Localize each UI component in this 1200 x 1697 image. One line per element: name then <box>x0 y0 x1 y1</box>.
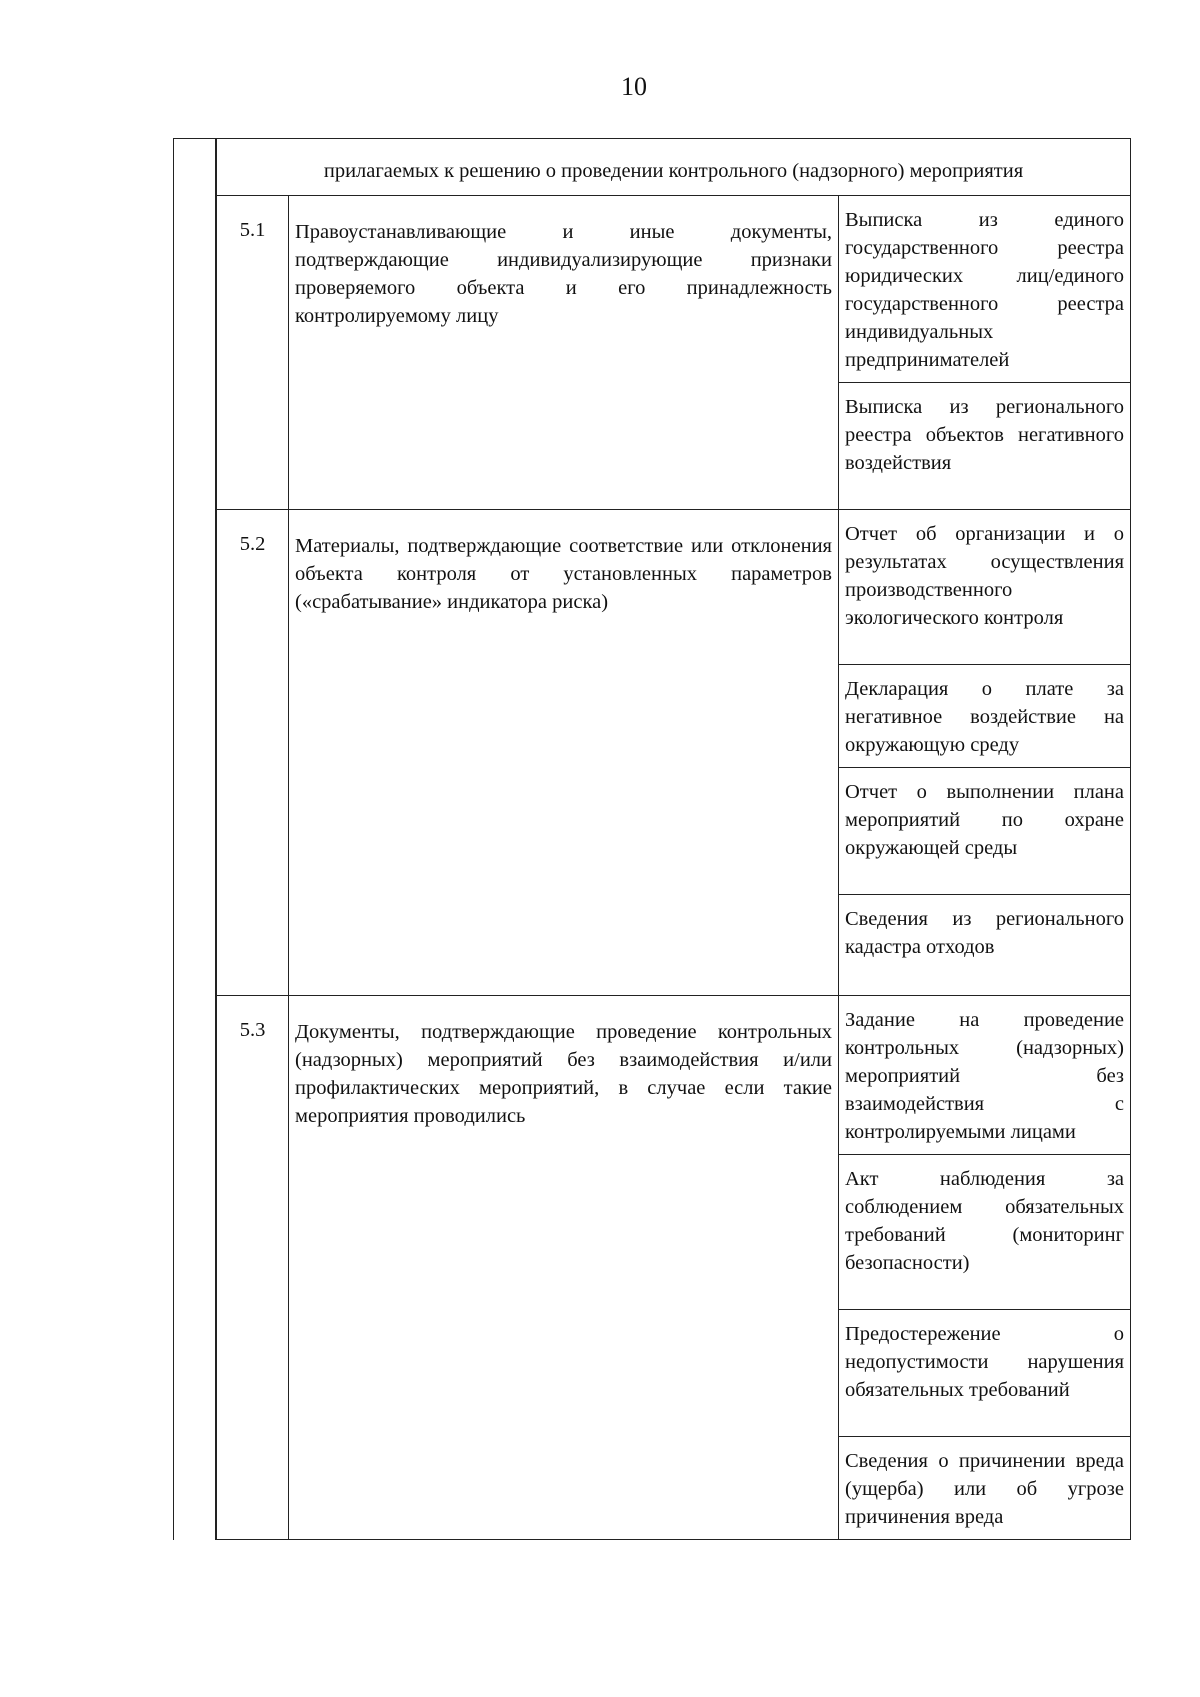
document-item: Декларация о плате за негативное воздействие на окружающую среду <box>839 665 1131 768</box>
page-number: 10 <box>621 72 647 101</box>
document-item: Акт наблюдения за соблюдением обязательных требований (мониторинг безопасности) <box>839 1155 1131 1310</box>
document-item: Предостережение о недопустимости нарушения обязательных требований <box>839 1310 1131 1437</box>
document-item: Сведения из регионального кадастра отходов <box>839 895 1131 996</box>
document-item: Сведения о причинении вреда (ущерба) или об угрозе причинения вреда <box>839 1437 1131 1540</box>
section-number: 5.2 <box>217 510 289 996</box>
document-item: Задание на проведение контрольных (надзорных) мероприятий без взаимодействия с контролируемыми лицами <box>839 996 1131 1155</box>
document-item: Отчет о выполнении плана мероприятий по охране окружающей среды <box>839 768 1131 895</box>
document-item: Отчет об организации и о результатах осуществления производственного экологического контроля <box>839 510 1131 665</box>
documents-table <box>216 138 1131 1540</box>
table-row <box>217 996 1131 1155</box>
table-header-row <box>217 139 1131 196</box>
document-item: Выписка из регионального реестра объектов негативного воздействия <box>839 383 1131 510</box>
section-description: Материалы, подтверждающие соответствие или отклонения объекта контроля от установленных параметров («срабатывание» индикатора риска) <box>289 510 839 996</box>
table-left-column <box>173 138 216 1540</box>
document-item: Выписка из единого государственного реестра юридических лиц/единого государственного реестра индивидуальных предпринимателей <box>839 196 1131 383</box>
section-description: Документы, подтверждающие проведение контрольных (надзорных) мероприятий без взаимодействия и/или профилактических мероприятий, в случае если такие мероприятия проводились <box>289 996 839 1540</box>
section-description: Правоустанавливающие и иные документы, подтверждающие индивидуализирующие признаки проверяемого объекта и его принадлежность контролируемому лицу <box>289 196 839 510</box>
section-number: 5.3 <box>217 996 289 1540</box>
table-row <box>217 510 1131 665</box>
section-number: 5.1 <box>217 196 289 510</box>
table-row <box>217 196 1131 383</box>
table-header-cell: прилагаемых к решению о проведении контрольного (надзорного) мероприятия <box>217 139 1131 196</box>
